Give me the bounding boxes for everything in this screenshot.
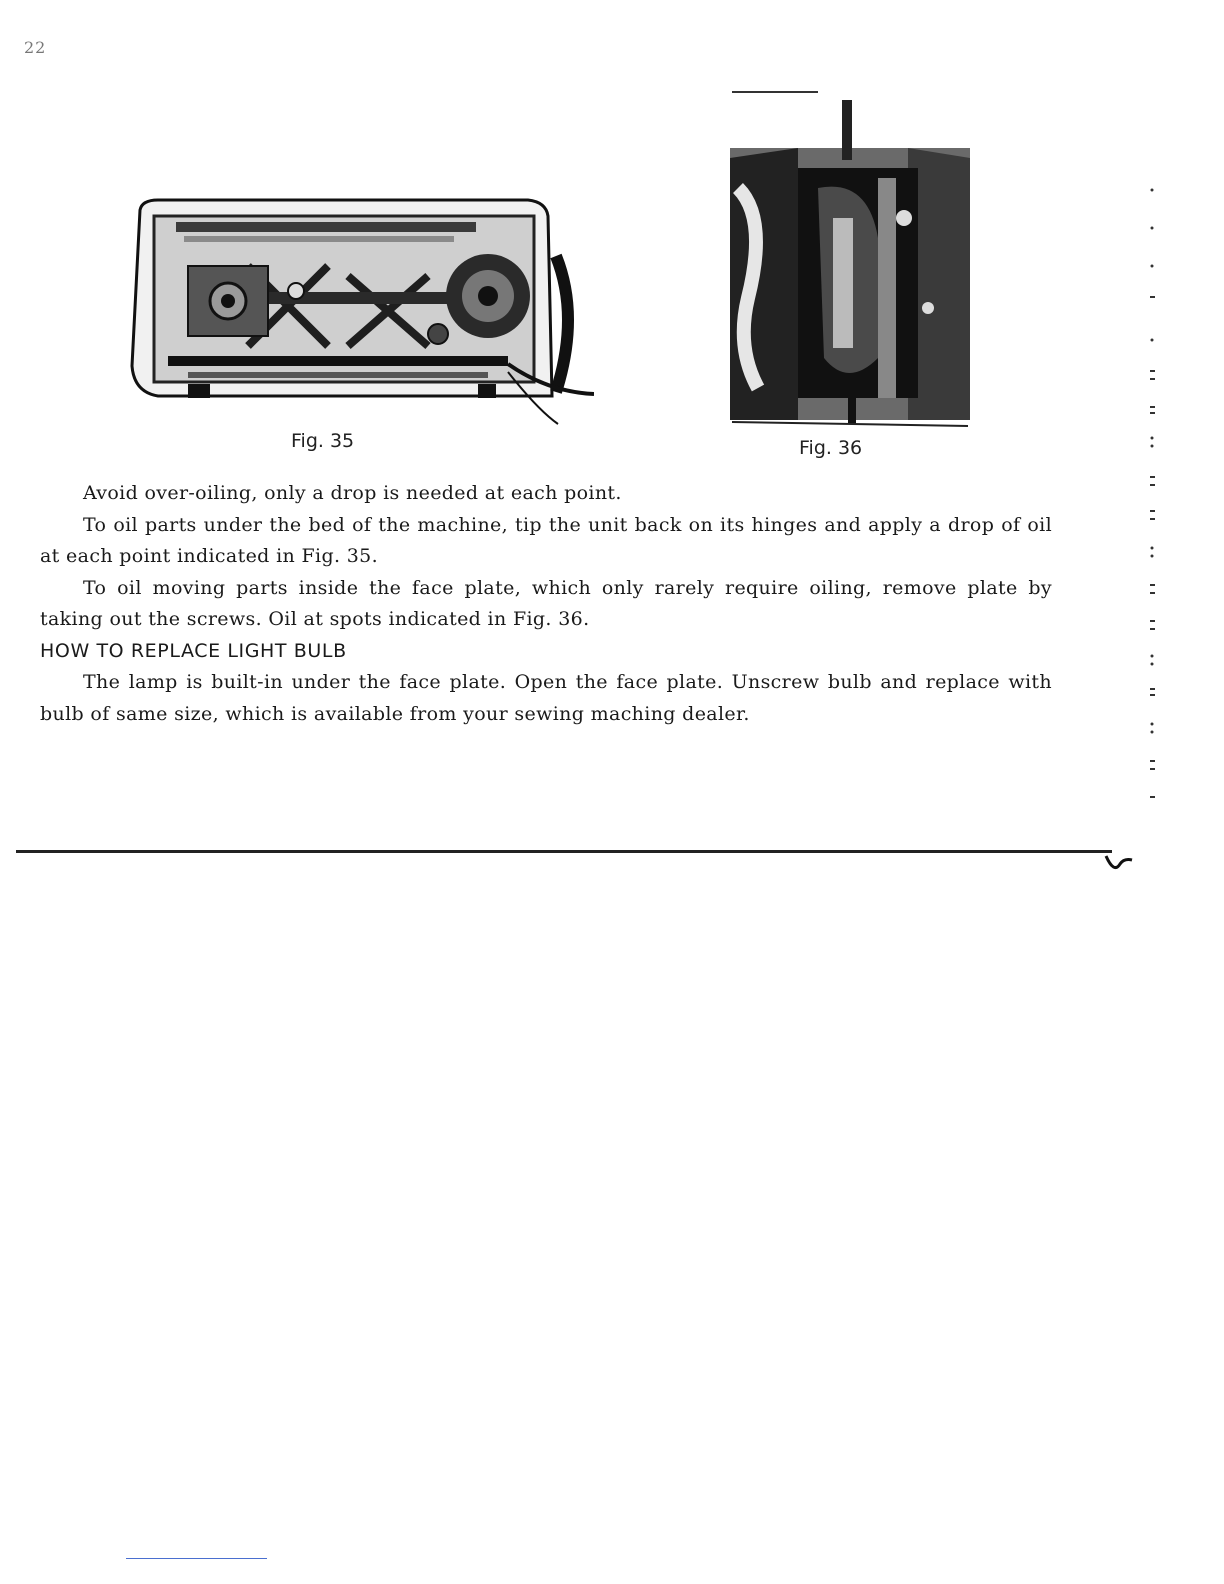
paragraph-oil-face-plate: To oil moving parts inside the face plate, which only rarely require oiling, remove plate by taking out the screws. Oil at spots indicated in Fig. 36. [40, 576, 1052, 630]
rule-end-flourish [1104, 852, 1134, 880]
scan-margin-marks [1140, 180, 1170, 820]
figure-35-photo [128, 196, 594, 428]
figure-35-caption: Fig. 35 [291, 430, 355, 452]
section-heading-light-bulb: HOW TO REPLACE LIGHT BULB [40, 639, 347, 662]
paragraph-replace-bulb: The lamp is built-in under the face plate. Open the face plate. Unscrew bulb and replace with bulb of same size, which is available from your sewing maching dealer. [40, 671, 1052, 725]
body-text [40, 478, 1052, 730]
paragraph-avoid-over-oiling: Avoid over-oiling, only a drop is needed at each point. [83, 482, 622, 504]
bottom-edge-mark [126, 1558, 267, 1559]
figure-36-caption: Fig. 36 [799, 437, 863, 459]
paragraph-oil-under-bed: To oil parts under the bed of the machine, tip the unit back on its hinges and apply a drop of oil at each point indicated in Fig. 35. [40, 513, 1052, 567]
page-number: 22 [24, 38, 47, 57]
horizontal-rule [16, 850, 1112, 853]
figure-36-photo [728, 88, 974, 430]
